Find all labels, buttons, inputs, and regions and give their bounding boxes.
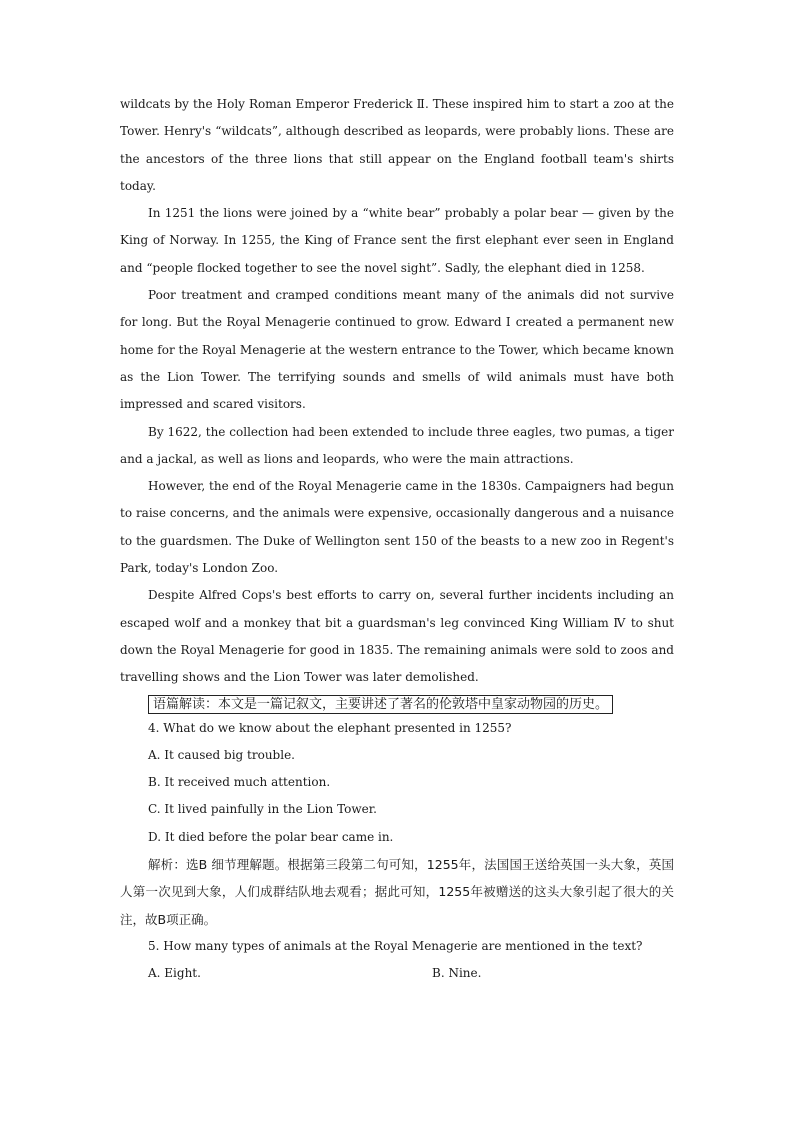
question-4-option-a: A. It caused big trouble. <box>148 747 295 762</box>
question-4-option-d: D. It died before the polar bear came in. <box>148 829 394 844</box>
question-5-option-a: A. Eight. <box>148 966 201 981</box>
passage-paragraph-1: wildcats by the Holy Roman Emperor Frederick Ⅱ. These inspired him to start a zoo at the Tower. Henry's “wildcats”, although described as leopards, were probably lions. These are the ancestors of the three lions that still appear on the England football team's shirts today. <box>120 97 674 193</box>
passage-paragraph-4: By 1622, the collection had been extended to include three eagles, two pumas, a tiger and a jackal, as well as lions and leopards, who were the main attractions. <box>120 424 674 466</box>
passage-paragraph-3: Poor treatment and cramped conditions meant many of the animals did not survive for long. But the Royal Menagerie continued to grow. Edward Ⅰ created a permanent new home for the Royal Menagerie at the western entrance to the Tower, which became known as the Lion Tower. The terrifying sounds and smells of wild animals must have both impressed and scared visitors. <box>120 288 674 412</box>
discourse-analysis-box: 语篇解读：本文是一篇记叙文，主要讲述了著名的伦敦塔中皇家动物园的历史。 <box>148 695 613 714</box>
question-5-stem: 5. How many types of animals at the Royal Menagerie are mentioned in the text? <box>148 938 643 953</box>
document-page <box>120 91 674 988</box>
passage-paragraph-2: In 1251 the lions were joined by a “white bear” probably a polar bear — given by the King of Norway. In 1255, the King of France sent the first elephant ever seen in England and “people flocked together to see the novel sight”. Sadly, the elephant died in 1258. <box>120 206 674 275</box>
question-4-stem: 4. What do we know about the elephant presented in 1255? <box>148 720 512 735</box>
passage-paragraph-5: However, the end of the Royal Menagerie came in the 1830s. Campaigners had begun to raise concerns, and the animals were expensive, occasionally dangerous and a nuisance to the guardsmen. The Duke of Wellington sent 150 of the beasts to a new zoo in Regent's Park, today's London Zoo. <box>120 479 674 576</box>
question-4-option-c: C. It lived painfully in the Lion Tower. <box>148 802 377 817</box>
question-5-option-b: B. Nine. <box>432 966 482 981</box>
question-4-explanation: 解析：选B 细节理解题。根据第三段第二句可知，1255年，法国国王送给英国一头大象，英国人第一次见到大象，人们成群结队地去观看；据此可知，1255年被赠送的这头大象引起了很大的关注，故B项正确。 <box>120 857 674 927</box>
question-5-options <box>120 960 674 987</box>
question-4-option-b: B. It received much attention. <box>148 775 331 790</box>
passage-paragraph-6: Despite Alfred Cops's best efforts to carry on, several further incidents including an escaped wolf and a monkey that bit a guardsman's leg convinced King William Ⅳ to shut down the Royal Menagerie for good in 1835. The remaining animals were sold to zoos and travelling shows and the Lion Tower was later demolished. <box>120 588 674 685</box>
